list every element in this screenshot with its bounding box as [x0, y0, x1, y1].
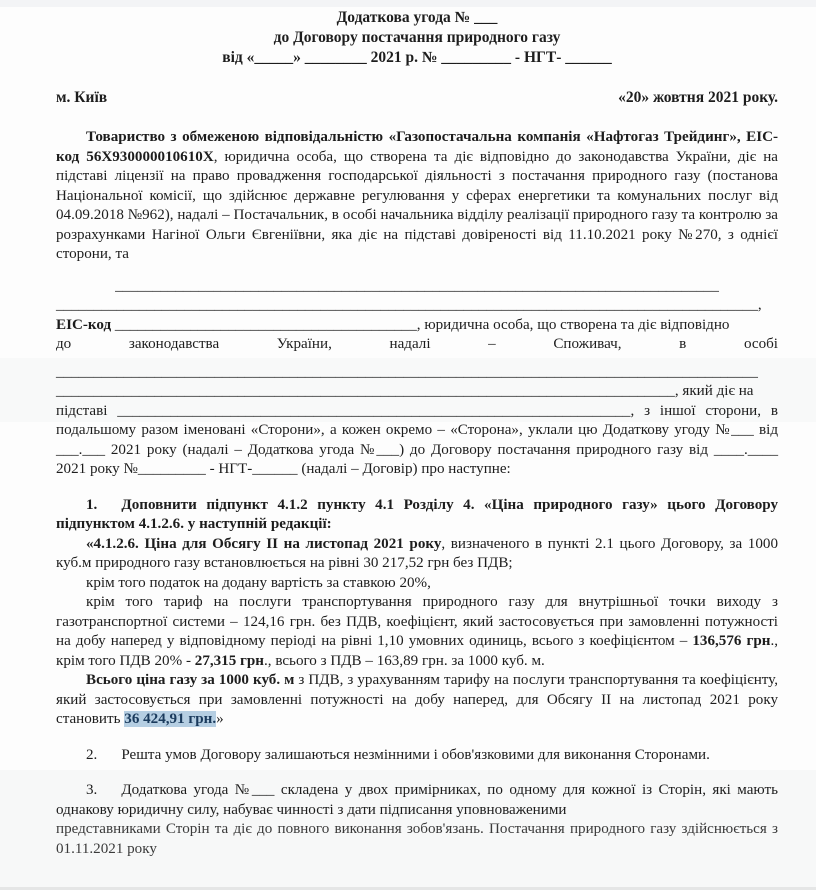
clause-3-number: 3.	[86, 782, 98, 798]
clause-3-text: Додаткова угода №___ складена у двох примірниках, по одному для кожної із Сторін, які мають однакову юридичну силу, набуває чинності з дати підписання уповноваженими	[56, 782, 778, 818]
consumer-name-blank-line-1: ________________________________________________________________________________	[115, 277, 719, 294]
tariff-text-2: ., крім того ПДВ 20% -	[56, 633, 778, 669]
tariff-text-3: ., всього з ПДВ – 163,89 грн. за 1000 куб. м.	[264, 652, 545, 669]
consumer-name-blank-line-2: _____________________________________________________________________________________________,	[56, 297, 762, 313]
total-price-closing-quote: »	[216, 711, 224, 727]
tariff-coefficient-total: 136,576 грн	[692, 633, 771, 649]
clause-2-text: Решта умов Договору залишаються незмінними і обов'язковими для виконання Сторонами.	[121, 746, 710, 763]
doc-title-line-2: до Договору постачання природного газу	[273, 29, 561, 46]
clause-3-cutoff-line: представниками Сторін та діє до повного виконання зобов'язань. Постачання природного газу здійснюється з 01.11.2021 року	[56, 821, 778, 857]
eic-code-blank: ________________________________________	[114, 316, 417, 333]
total-price-lead: Всього ціна газу за 1000 куб. м	[86, 672, 295, 688]
dateline-date: «20» жовтня 2021 року.	[618, 89, 778, 106]
supplier-paragraph	[56, 128, 778, 265]
acts-on-blank-line: __________________________________________________________________________________, який діє на	[56, 383, 754, 399]
parties-paragraph: подальшому разом іменовані «Сторони», а кожен окремо – «Сторона», уклали цю Додаткову угоду №___ від ___.___ 2021 року (надалі – Додаткова угода №___) до Договору постачання природного газу від ____.____ 2021 року №_________ - НГТ-______ (надалі – Договір) про наступне:	[56, 422, 778, 477]
highlighted-total-price-value: 36 424,91 грн.	[124, 711, 217, 727]
document-title-block	[56, 8, 778, 68]
dateline	[56, 88, 778, 108]
dateline-city: м. Київ	[56, 89, 108, 106]
price-clause-rest: , визначеного в пункті 2.1 цього Договору, за 1000 куб.м природного газу встановлюється на рівні 30 217,52 грн без ПДВ;	[56, 535, 778, 571]
price-clause-lead: «4.1.2.6. Ціна для Обсягу II на листопад 2021 року	[86, 535, 442, 552]
representative-blank-line: _____________________________________________________________________________________________	[56, 363, 758, 380]
eic-code-line	[56, 316, 778, 336]
clause-2	[56, 746, 778, 766]
doc-title-line-3: від «_____» ________ 2021 р. № _________ - НГТ- ______	[222, 49, 612, 66]
consumer-role-line: до законодавства України, надалі – Споживач, в особі	[56, 336, 778, 352]
eic-code-rest: , юридична особа, що створена та діє відповідно	[416, 316, 730, 333]
total-price-mid: з ПДВ, з урахуванням тарифу на послуги транспортування та коефіцієнту, який застосовується при замовленні потужності на добу наперед, для Обсягу II на листопад 2021 року становить	[56, 672, 778, 727]
tariff-text-1: крім того тариф на послуги транспортування природного газу для внутрішньої точки виходу з газотранспортної системи – 124,16 грн. без ПДВ, коефіцієнт, який застосовується при замовленні потужності на добу наперед у відповідному періоді на рівні 1,10 умовних одиниць, всього з коефіцієнтом –	[56, 594, 778, 649]
clause-1-number: 1.	[86, 496, 98, 513]
tariff-paragraph	[56, 593, 778, 671]
clause-3	[56, 781, 778, 820]
supplier-details: , юридична особа, що створена та діє відповідно до законодавства України, діє на підставі ліцензії на право провадження господарської діяльності з постачання природного газу (постанова Національної комісії, що здійснює державне регулювання у сферах енергетики та комунальних послуг від 04.09.2018 №962), надалі – Постачальник, в особі начальника відділу реалізації природного газу та контролю за розрахунками Нагіної Ольги Євгеніївни, яка діє на підставі довіреності від 11.10.2021 року №270, з однієї сторони, та	[56, 148, 778, 262]
tariff-vat-amount: 27,315 грн	[194, 652, 264, 669]
clause-1	[56, 496, 778, 535]
vat-line: крім того податок на додану вартість за ставкою 20%,	[86, 574, 431, 591]
clause-1-text: Доповнити підпункт 4.1.2 пункту 4.1 Розділу 4. «Ціна природного газу» цього Договору підпунктом 4.1.2.6. у наступній редакції:	[56, 496, 778, 532]
eic-code-label: ЕІС-код	[56, 316, 115, 333]
price-clause-paragraph	[56, 535, 778, 574]
doc-title-line-1: Додаткова угода № ___	[336, 9, 498, 26]
total-price-paragraph	[56, 671, 778, 730]
supplier-name: Товариство з обмеженою відповідальністю «Газопостачальна компанія «Нафтогаз Трейдинг», ЕІС-код 56X930000010610X	[56, 129, 778, 165]
basis-line: підставі ____________________________________________________________________, з іншої сторони, в	[56, 402, 778, 419]
clause-2-number: 2.	[86, 746, 98, 763]
